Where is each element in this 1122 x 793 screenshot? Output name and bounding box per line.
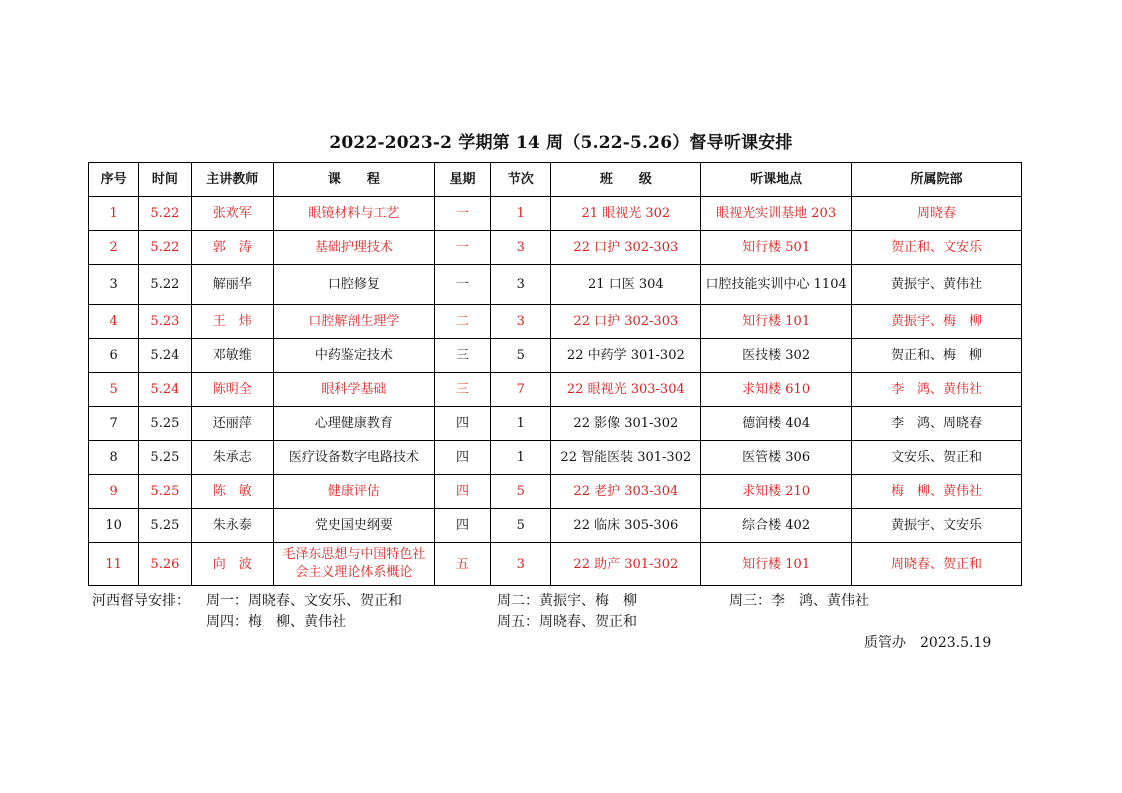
cell-dept: 贺正和、文安乐 bbox=[852, 231, 1022, 265]
cell-weekday: 一 bbox=[434, 265, 490, 305]
footer-label: 河西督导安排： bbox=[92, 593, 190, 609]
table-row bbox=[89, 339, 1022, 373]
cell-weekday: 一 bbox=[434, 197, 490, 231]
table-row bbox=[89, 407, 1022, 441]
cell-course: 心理健康教育 bbox=[273, 407, 434, 441]
cell-period: 5 bbox=[491, 339, 551, 373]
footer-monday: 周一：周晓春、文安乐、贺正和 bbox=[206, 593, 402, 609]
header-teacher: 主讲教师 bbox=[191, 163, 273, 197]
cell-course: 基础护理技术 bbox=[273, 231, 434, 265]
cell-period: 1 bbox=[491, 197, 551, 231]
cell-period: 1 bbox=[491, 441, 551, 475]
footer-tuesday: 周二：黄振宇、梅 柳 bbox=[497, 593, 637, 609]
cell-location: 知行楼 101 bbox=[701, 543, 852, 586]
header-location: 听课地点 bbox=[701, 163, 852, 197]
cell-course: 口腔解剖生理学 bbox=[273, 305, 434, 339]
cell-date: 5.25 bbox=[139, 509, 191, 543]
cell-period: 5 bbox=[491, 475, 551, 509]
cell-teacher: 张欢军 bbox=[191, 197, 273, 231]
cell-weekday: 四 bbox=[434, 509, 490, 543]
cell-no: 4 bbox=[89, 305, 139, 339]
cell-course: 眼镜材料与工艺 bbox=[273, 197, 434, 231]
table-row bbox=[89, 231, 1022, 265]
cell-teacher: 朱永泰 bbox=[191, 509, 273, 543]
cell-class: 22 中药学 301-302 bbox=[551, 339, 701, 373]
header-class: 班 级 bbox=[551, 163, 701, 197]
footer-signature: 质管办 2023.5.19 bbox=[864, 635, 992, 651]
cell-no: 3 bbox=[89, 265, 139, 305]
footer-friday: 周五：周晓春、贺正和 bbox=[497, 614, 637, 630]
cell-course: 医疗设备数字电路技术 bbox=[273, 441, 434, 475]
cell-class: 22 口护 302-303 bbox=[551, 231, 701, 265]
cell-class: 22 助产 301-302 bbox=[551, 543, 701, 586]
page-title: 2022-2023-2 学期第 14 周（5.22-5.26）督导听课安排 bbox=[329, 133, 793, 153]
cell-location: 医管楼 306 bbox=[701, 441, 852, 475]
cell-weekday: 三 bbox=[434, 373, 490, 407]
cell-date: 5.23 bbox=[139, 305, 191, 339]
cell-class: 22 眼视光 303-304 bbox=[551, 373, 701, 407]
cell-teacher: 邓敏维 bbox=[191, 339, 273, 373]
cell-date: 5.25 bbox=[139, 441, 191, 475]
cell-class: 21 口医 304 bbox=[551, 265, 701, 305]
cell-no: 2 bbox=[89, 231, 139, 265]
cell-no: 8 bbox=[89, 441, 139, 475]
cell-weekday: 一 bbox=[434, 231, 490, 265]
cell-weekday: 四 bbox=[434, 407, 490, 441]
cell-teacher: 朱承志 bbox=[191, 441, 273, 475]
cell-no: 5 bbox=[89, 373, 139, 407]
footer-wednesday: 周三：李 鸿、黄伟社 bbox=[729, 593, 869, 609]
schedule-table bbox=[88, 162, 1022, 586]
cell-location: 求知楼 610 bbox=[701, 373, 852, 407]
header-weekday: 星期 bbox=[434, 163, 490, 197]
cell-period: 3 bbox=[491, 231, 551, 265]
cell-date: 5.25 bbox=[139, 407, 191, 441]
cell-dept: 贺正和、梅 柳 bbox=[852, 339, 1022, 373]
cell-weekday: 四 bbox=[434, 475, 490, 509]
cell-location: 知行楼 101 bbox=[701, 305, 852, 339]
cell-period: 3 bbox=[491, 265, 551, 305]
cell-location: 口腔技能实训中心 1104 bbox=[701, 265, 852, 305]
cell-course: 党史国史纲要 bbox=[273, 509, 434, 543]
cell-no: 1 bbox=[89, 197, 139, 231]
cell-dept: 黄振宇、梅 柳 bbox=[852, 305, 1022, 339]
cell-class: 22 临床 305-306 bbox=[551, 509, 701, 543]
cell-course: 中药鉴定技术 bbox=[273, 339, 434, 373]
cell-dept: 梅 柳、黄伟社 bbox=[852, 475, 1022, 509]
cell-dept: 周晓春 bbox=[852, 197, 1022, 231]
cell-class: 22 口护 302-303 bbox=[551, 305, 701, 339]
cell-teacher: 郭 涛 bbox=[191, 231, 273, 265]
cell-period: 5 bbox=[491, 509, 551, 543]
cell-class: 21 眼视光 302 bbox=[551, 197, 701, 231]
table-row bbox=[89, 373, 1022, 407]
cell-no: 6 bbox=[89, 339, 139, 373]
cell-dept: 李 鸿、黄伟社 bbox=[852, 373, 1022, 407]
footer-thursday: 周四：梅 柳、黄伟社 bbox=[206, 614, 346, 630]
cell-no: 11 bbox=[89, 543, 139, 586]
cell-course: 眼科学基础 bbox=[273, 373, 434, 407]
cell-location: 综合楼 402 bbox=[701, 509, 852, 543]
cell-period: 3 bbox=[491, 305, 551, 339]
cell-course: 健康评估 bbox=[273, 475, 434, 509]
cell-period: 7 bbox=[491, 373, 551, 407]
cell-location: 医技楼 302 bbox=[701, 339, 852, 373]
cell-location: 知行楼 501 bbox=[701, 231, 852, 265]
table-row bbox=[89, 441, 1022, 475]
header-dept: 所属院部 bbox=[852, 163, 1022, 197]
table-row bbox=[89, 543, 1022, 586]
cell-teacher: 陈 敏 bbox=[191, 475, 273, 509]
cell-date: 5.22 bbox=[139, 265, 191, 305]
cell-dept: 周晓春、贺正和 bbox=[852, 543, 1022, 586]
cell-date: 5.24 bbox=[139, 373, 191, 407]
cell-period: 3 bbox=[491, 543, 551, 586]
cell-weekday: 三 bbox=[434, 339, 490, 373]
cell-class: 22 智能医装 301-302 bbox=[551, 441, 701, 475]
cell-location: 德润楼 404 bbox=[701, 407, 852, 441]
header-course: 课 程 bbox=[273, 163, 434, 197]
cell-weekday: 四 bbox=[434, 441, 490, 475]
cell-course: 毛泽东思想与中国特色社会主义理论体系概论 bbox=[273, 543, 434, 586]
cell-weekday: 五 bbox=[434, 543, 490, 586]
table-row bbox=[89, 509, 1022, 543]
cell-dept: 文安乐、贺正和 bbox=[852, 441, 1022, 475]
table-body bbox=[89, 197, 1022, 586]
table-row bbox=[89, 305, 1022, 339]
cell-teacher: 还丽萍 bbox=[191, 407, 273, 441]
cell-dept: 黄振宇、文安乐 bbox=[852, 509, 1022, 543]
cell-class: 22 老护 303-304 bbox=[551, 475, 701, 509]
cell-date: 5.25 bbox=[139, 475, 191, 509]
cell-teacher: 解丽华 bbox=[191, 265, 273, 305]
header-period: 节次 bbox=[491, 163, 551, 197]
cell-location: 求知楼 210 bbox=[701, 475, 852, 509]
cell-no: 10 bbox=[89, 509, 139, 543]
cell-weekday: 二 bbox=[434, 305, 490, 339]
cell-teacher: 王 炜 bbox=[191, 305, 273, 339]
table-row bbox=[89, 475, 1022, 509]
cell-period: 1 bbox=[491, 407, 551, 441]
cell-dept: 黄振宇、黄伟社 bbox=[852, 265, 1022, 305]
cell-no: 7 bbox=[89, 407, 139, 441]
table-row bbox=[89, 265, 1022, 305]
cell-class: 22 影像 301-302 bbox=[551, 407, 701, 441]
cell-date: 5.22 bbox=[139, 231, 191, 265]
cell-date: 5.26 bbox=[139, 543, 191, 586]
header-no: 序号 bbox=[89, 163, 139, 197]
cell-teacher: 向 波 bbox=[191, 543, 273, 586]
cell-date: 5.24 bbox=[139, 339, 191, 373]
cell-teacher: 陈明全 bbox=[191, 373, 273, 407]
table-header-row bbox=[89, 163, 1022, 197]
cell-no: 9 bbox=[89, 475, 139, 509]
cell-date: 5.22 bbox=[139, 197, 191, 231]
header-date: 时间 bbox=[139, 163, 191, 197]
table-row bbox=[89, 197, 1022, 231]
cell-course: 口腔修复 bbox=[273, 265, 434, 305]
cell-dept: 李 鸿、周晓春 bbox=[852, 407, 1022, 441]
cell-location: 眼视光实训基地 203 bbox=[701, 197, 852, 231]
